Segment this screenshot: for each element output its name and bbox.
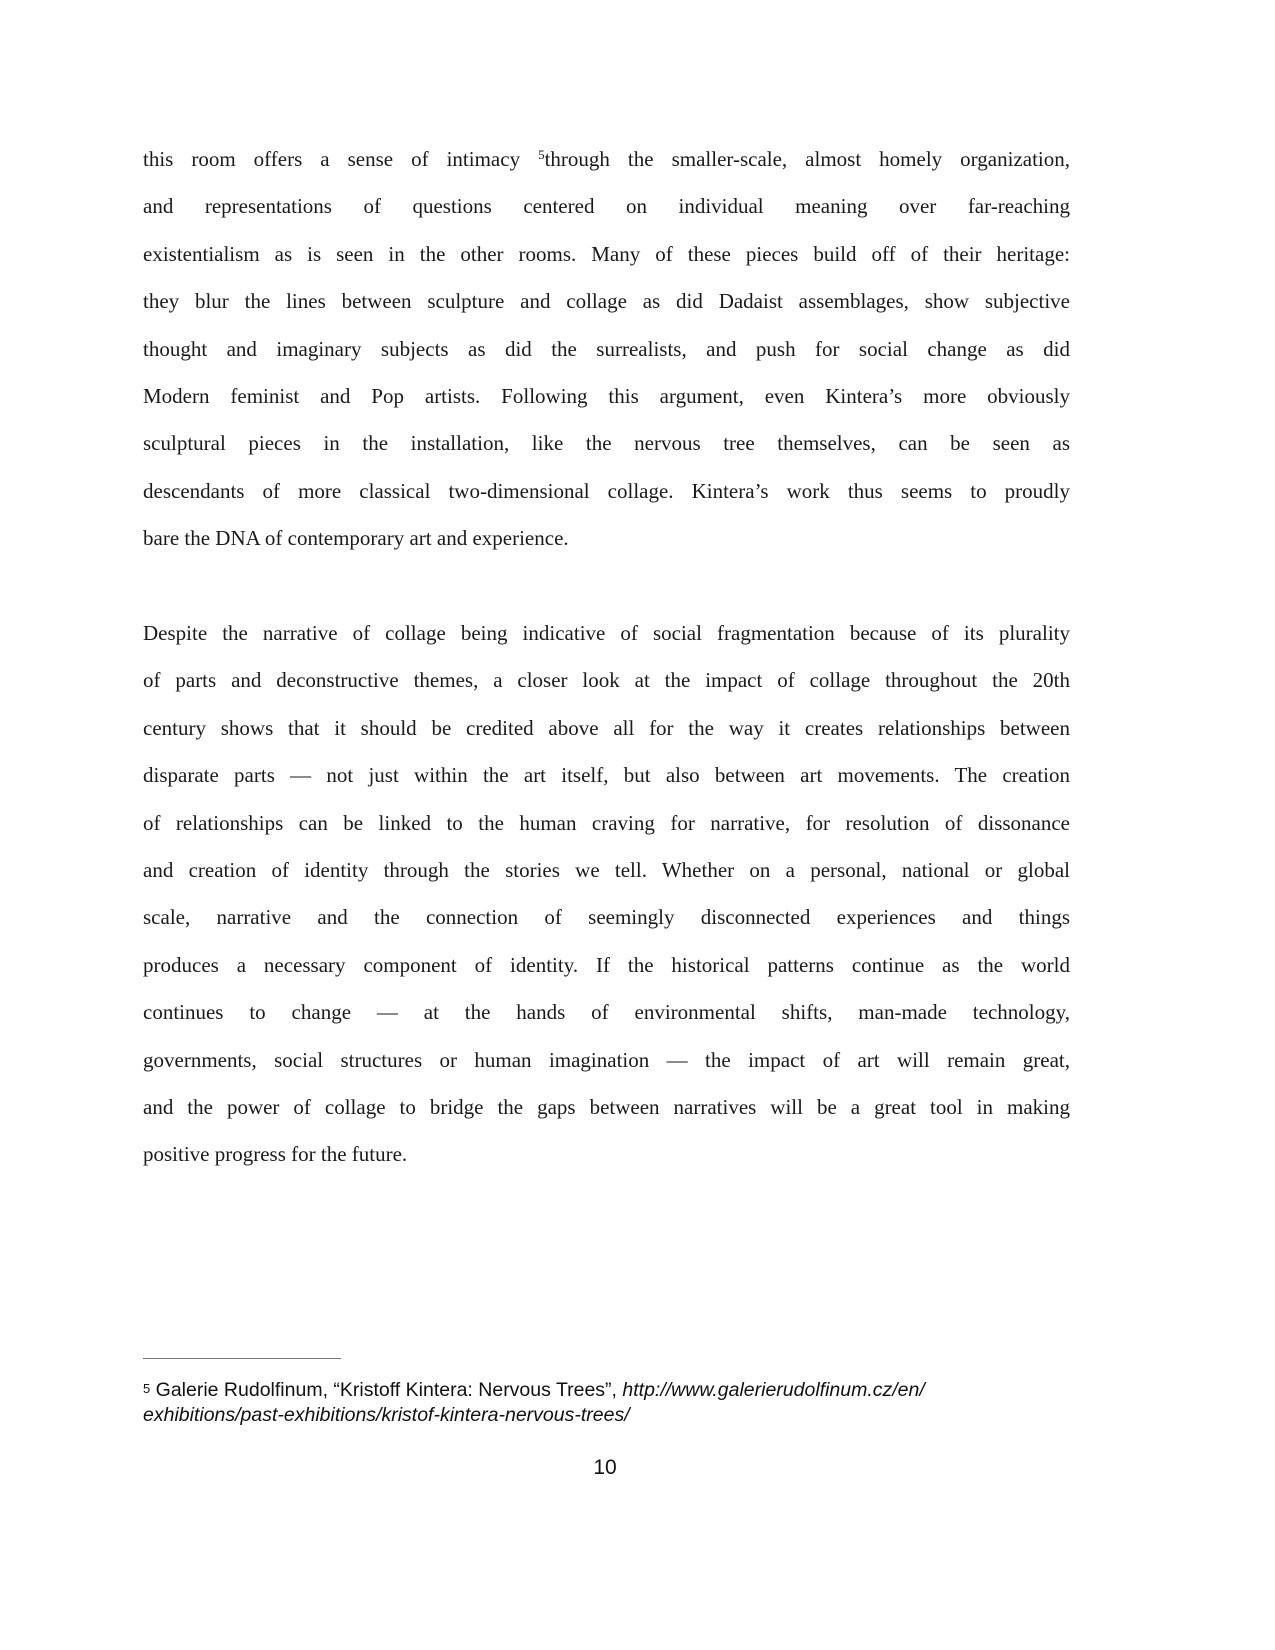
text-line: disparate parts — not just within the art itself, but also between art movements. The creation (143, 763, 1070, 788)
text-line (143, 136, 1070, 183)
text-line: bare the DNA of contemporary art and experience. (143, 526, 569, 551)
footnote-separator (143, 1358, 341, 1359)
body-paragraph-1 (143, 136, 1070, 563)
text-line: thought and imaginary subjects as did the surrealists, and push for social change as did (143, 336, 1070, 361)
text-line: existentialism as is seen in the other rooms. Many of these pieces build off of their heritage: (143, 241, 1070, 266)
text-line: of relationships can be linked to the human craving for narrative, for resolution of dissonance (143, 810, 1070, 835)
text-span: through the smaller-scale, almost homely organization, (544, 147, 1070, 171)
page-number: 10 (593, 1456, 617, 1479)
text-line: descendants of more classical two-dimensional collage. Kintera’s work thus seems to proudly (143, 478, 1070, 503)
footnote-url-continued[interactable]: exhibitions/past-exhibitions/kristof-kintera-nervous-trees/ (143, 1404, 630, 1426)
text-line: and the power of collage to bridge the gaps between narratives will be a great tool in making (143, 1094, 1070, 1119)
footnote-ref[interactable]: 5 (538, 147, 545, 162)
text-line: and creation of identity through the stories we tell. Whether on a personal, national or global (143, 857, 1070, 882)
body-paragraph-2 (143, 610, 1070, 1179)
text-line: continues to change — at the hands of environmental shifts, man-made technology, (143, 1000, 1070, 1025)
footnote-number: 5 (143, 1381, 151, 1396)
footnote-text: Galerie Rudolfinum, “Kristoff Kintera: Nervous Trees”, (155, 1379, 623, 1401)
text-line: of parts and deconstructive themes, a closer look at the impact of collage throughout the 20th (143, 668, 1070, 693)
text-line: Despite the narrative of collage being indicative of social fragmentation because of its plurality (143, 621, 1070, 645)
text-line: century shows that it should be credited above all for the way it creates relationships between (143, 715, 1070, 740)
footnote (143, 1376, 1073, 1428)
text-line: sculptural pieces in the installation, like the nervous tree themselves, can be seen as (143, 431, 1070, 456)
text-line: Modern feminist and Pop artists. Following this argument, even Kintera’s more obviously (143, 383, 1070, 408)
text-line: they blur the lines between sculpture and collage as did Dadaist assemblages, show subjective (143, 289, 1070, 314)
text-line: positive progress for the future. (143, 1142, 408, 1167)
text-line: scale, narrative and the connection of seemingly disconnected experiences and things (143, 905, 1070, 930)
text-span: this room offers a sense of intimacy (143, 147, 539, 171)
text-line: and representations of questions centered on individual meaning over far-reaching (143, 194, 1070, 219)
footnote-url[interactable]: http://www.galerierudolfinum.cz/en/ (622, 1379, 925, 1401)
text-line: governments, social structures or human imagination — the impact of art will remain great, (143, 1047, 1070, 1072)
text-line: produces a necessary component of identity. If the historical patterns continue as the world (143, 952, 1070, 977)
